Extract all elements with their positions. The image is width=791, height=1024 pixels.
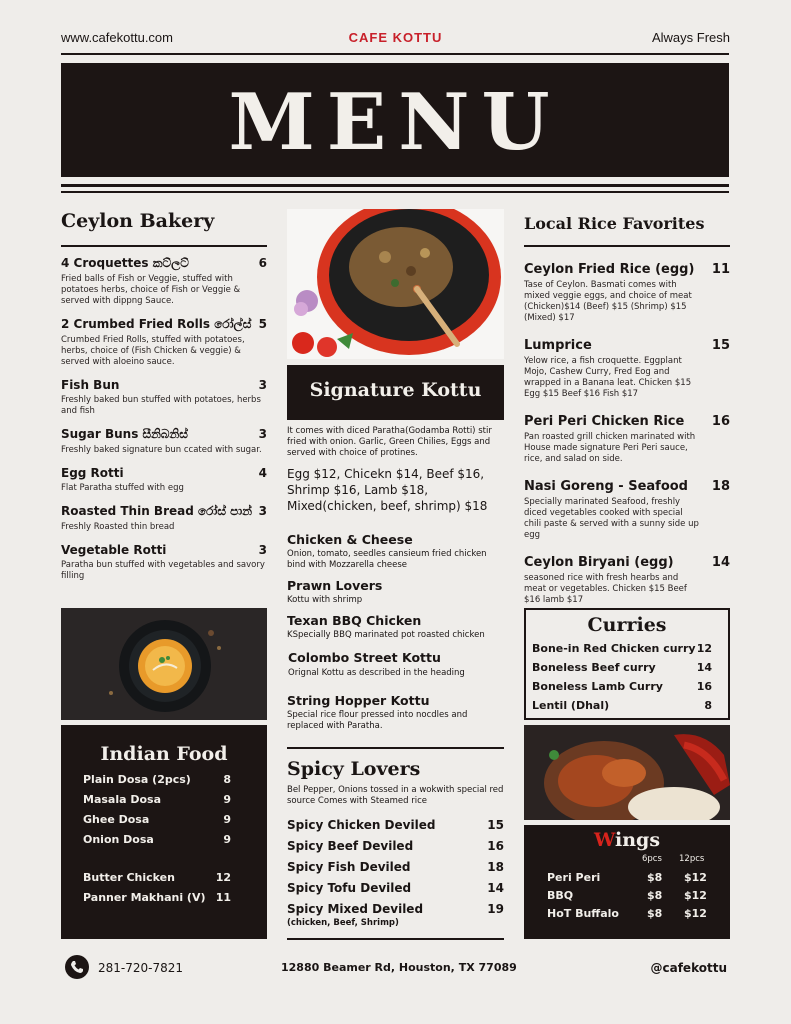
item-desc: Orignal Kottu as described in the heading	[288, 668, 465, 678]
rice-rule	[524, 245, 730, 247]
list-item	[524, 555, 730, 606]
item-desc: seasoned rice with fresh hearbs and meat or vegetables. Chicken $15 Beef $16 lamb $17	[524, 573, 687, 605]
item-price: 9	[223, 813, 231, 826]
item-name: Spicy Chicken Deviled	[287, 818, 436, 832]
wings-panel	[524, 825, 730, 939]
list-item	[83, 871, 231, 884]
list-item	[287, 902, 504, 916]
wings-col-12: 12pcs	[679, 854, 705, 864]
item-price-6: $8	[647, 907, 663, 920]
item-price: 15	[487, 818, 504, 832]
indian-food-heading: Indian Food	[100, 743, 228, 765]
kottu-prices: Egg $12, Chicekn $14, Beef $16, Shrimp $16, Lamb $18, Mixed(chicken, beef, shrimp) $18	[287, 467, 488, 513]
item-price: 18	[711, 479, 730, 494]
soup-bowl-image	[61, 608, 267, 720]
item-name: Prawn Lovers	[287, 578, 383, 593]
item-price: 9	[223, 793, 231, 806]
item-price: 14	[487, 881, 504, 895]
item-name: Lumprice	[524, 338, 592, 353]
list-item	[83, 813, 231, 826]
item-desc: Yelow rice, a fish croquette. Eggplant Mojo, Cashew Curry, Fred Eog and wrapped in a Banana leat. Chicken $15 Egg $15 Beef $16 Fish $17	[524, 356, 692, 399]
indian-food-list	[83, 773, 231, 911]
item-price-12: $12	[684, 871, 707, 884]
list-item	[524, 338, 730, 400]
kottu-photo	[287, 209, 504, 359]
item-price: 5	[258, 317, 267, 331]
list-item	[532, 661, 712, 674]
item-name: Spicy Tofu Deviled	[287, 881, 412, 895]
spicy-rule	[287, 747, 504, 749]
item-price-6: $8	[647, 889, 663, 902]
list-item	[524, 262, 730, 324]
list-item	[83, 773, 231, 786]
list-item	[287, 881, 504, 895]
list-item	[61, 504, 267, 533]
item-name: Spicy Mixed Deviled	[287, 902, 424, 916]
item-price: 9	[223, 833, 231, 846]
item-price: 11	[215, 891, 231, 904]
list-item	[61, 317, 267, 368]
list-item	[524, 414, 730, 465]
item-price-12: $12	[684, 889, 707, 902]
item-name: String Hopper Kottu	[287, 693, 430, 708]
item-price: 19	[487, 902, 504, 916]
item-desc: Pan roasted grill chicken marinated with House made signature Peri Peri sauce, rice, and salad on side.	[524, 432, 696, 464]
item-price: 3	[258, 427, 267, 441]
item-name: Colombo Street Kottu	[288, 650, 441, 665]
item-price: 12	[696, 642, 712, 655]
list-item	[287, 860, 504, 874]
item-name: Roasted Thin Bread රෝස් පාන්	[61, 504, 252, 518]
item-name: Peri Peri Chicken Rice	[524, 414, 685, 429]
item-price: 3	[258, 543, 267, 557]
item-desc: Paratha bun stuffed with vegetables and savory filling	[61, 560, 265, 581]
spicy-bottom-rule	[287, 938, 504, 940]
list-item	[547, 889, 707, 902]
signature-kottu-banner	[287, 365, 504, 420]
list-item	[61, 466, 267, 494]
item-price: 16	[487, 839, 504, 853]
item-name: HoT Buffalo	[547, 907, 619, 920]
website-link[interactable]: www.cafekottu.com	[61, 30, 173, 45]
banner-rule-1	[61, 184, 729, 187]
list-item	[61, 378, 267, 417]
item-name: Boneless Beef curry	[532, 661, 656, 674]
item-desc: KSpecially BBQ marinated pot roasted chicken	[287, 630, 485, 640]
item-name: Spicy Fish Deviled	[287, 860, 411, 874]
item-name: Texan BBQ Chicken	[287, 613, 422, 628]
rice-list	[524, 262, 730, 616]
item-name: Spicy Beef Deviled	[287, 839, 414, 853]
item-price-6: $8	[647, 871, 663, 884]
item-name: Chicken & Cheese	[287, 532, 413, 547]
local-rice-heading: Local Rice Favorites	[524, 214, 705, 233]
spicy-desc: Bel Pepper, Onions tossed in a wokwith special red source Comes with Steamed rice	[287, 785, 504, 806]
item-name: Vegetable Rotti	[61, 543, 167, 557]
item-name: Fish Bun	[61, 378, 120, 392]
social-handle[interactable]: @cafekottu	[650, 961, 727, 975]
phone-number[interactable]: 281-720-7821	[98, 961, 184, 975]
item-price: 14	[696, 661, 712, 674]
item-name: Boneless Lamb Curry	[532, 680, 663, 693]
list-item	[532, 642, 712, 655]
phone-icon	[65, 955, 89, 979]
kottu-intro: It comes with diced Paratha(Godamba Rotti) stir fried with onion. Garlic, Green Chilies, Eggs and served with choice of protines.	[287, 426, 492, 458]
item-desc: Freshly baked bun stuffed with potatoes, herbs and fish	[61, 395, 261, 416]
soup-photo	[61, 608, 267, 720]
list-item	[61, 256, 267, 307]
list-item	[287, 839, 504, 853]
wings-photo	[524, 725, 730, 820]
item-price: 3	[258, 378, 267, 392]
list-item	[61, 543, 267, 582]
item-desc: Fried balls of Fish or Veggie, stuffed with potatoes herbs, choice of Fish or Veggie & served with dippng Sauce.	[61, 274, 241, 306]
item-price: 15	[711, 338, 730, 353]
item-price: 3	[258, 504, 267, 518]
list-item	[83, 833, 231, 846]
item-name: 2 Crumbed Fried Rolls රෝල්ස්	[61, 317, 252, 331]
item-desc: Onion, tomato, seedles cansieum fried chicken bind with Mozzarella cheese	[287, 549, 487, 570]
item-price: 8	[704, 699, 712, 712]
brand-name: CAFE KOTTU	[348, 30, 443, 45]
item-price: 12	[215, 871, 231, 884]
wings-list	[547, 871, 707, 920]
item-price: 16	[711, 414, 730, 429]
address: 12880 Beamer Rd, Houston, TX 77089	[281, 961, 517, 974]
curries-heading: Curries	[587, 614, 667, 636]
item-desc: Special rice flour pressed into nocdles and replaced with Paratha.	[287, 710, 468, 731]
list-item	[532, 699, 712, 712]
item-desc: Kottu with shrimp	[287, 595, 363, 605]
item-name: Ceylon Biryani (egg)	[524, 555, 674, 570]
phone-glyph	[65, 955, 89, 979]
kottu-wok-image	[287, 209, 504, 359]
item-desc: Crumbed Fried Rolls, stuffed with potatoes, herbs, choice of (Fish Chicken & veggie) & served with aloeino sauce.	[61, 335, 245, 367]
spicy-list	[287, 818, 504, 928]
item-desc: Flat Paratha stuffed with egg	[61, 483, 184, 493]
item-name: Nasi Goreng - Seafood	[524, 479, 688, 494]
item-name: Ghee Dosa	[83, 813, 150, 826]
wings-heading-initial: W	[593, 829, 615, 851]
item-desc: Freshly Roasted thin bread	[61, 522, 175, 532]
item-price-12: $12	[684, 907, 707, 920]
curries-panel	[524, 608, 730, 720]
item-price: 14	[711, 555, 730, 570]
item-name: Masala Dosa	[83, 793, 162, 806]
list-item	[532, 680, 712, 693]
list-item	[287, 818, 504, 832]
item-name: BBQ	[547, 889, 574, 902]
bakery-list	[61, 256, 267, 592]
signature-kottu-heading: Signature Kottu	[309, 379, 482, 401]
menu-banner	[61, 63, 729, 177]
item-desc: Specially marinated Seafood, freshly diced vegetables cooked with special chili paste & served with a sunny side up egg	[524, 497, 699, 540]
curries-list	[532, 642, 712, 712]
item-desc: Tase of Ceylon. Basmati comes with mixed veggie eggs, and choice of meat (Chicken)$14 (Beef) $15 (Shrimp) $15 (Mixed) $17	[524, 280, 692, 323]
bakery-rule	[61, 245, 267, 247]
list-item	[547, 907, 707, 920]
wings-col-6: 6pcs	[642, 854, 662, 864]
list-item	[83, 891, 231, 904]
list-item	[547, 871, 707, 884]
item-name: Butter Chicken	[83, 871, 175, 884]
item-name: Peri Peri	[547, 871, 601, 884]
item-name: Sugar Buns සීනිබනිස්	[61, 427, 188, 441]
item-name: Panner Makhani (V)	[83, 891, 206, 904]
banner-rule-2	[61, 191, 729, 193]
list-item	[524, 479, 730, 541]
item-price: 11	[711, 262, 730, 277]
ceylon-bakery-heading: Ceylon Bakery	[61, 210, 215, 232]
item-price: 8	[223, 773, 231, 786]
tagline: Always Fresh	[651, 30, 730, 45]
list-item	[83, 793, 231, 806]
item-price: 16	[696, 680, 712, 693]
item-desc: Freshly baked signature bun ccated with sugar.	[61, 445, 262, 455]
item-name: Plain Dosa (2pcs)	[83, 773, 191, 786]
item-price: 4	[258, 466, 267, 480]
item-price: 6	[258, 256, 267, 270]
wings-heading	[524, 829, 730, 851]
spicy-lovers-heading: Spicy Lovers	[287, 758, 421, 780]
item-name: Lentil (Dhal)	[532, 699, 610, 712]
item-name: 4 Croquettes කට්ලට්	[61, 256, 189, 270]
item-name: Egg Rotti	[61, 466, 124, 480]
spicy-note: (chicken, Beef, Shrimp)	[287, 918, 399, 928]
list-item	[61, 427, 267, 456]
item-name: Onion Dosa	[83, 833, 154, 846]
wings-heading-rest: ings	[615, 829, 661, 851]
menu-title: MENU	[228, 77, 562, 168]
top-rule	[61, 53, 729, 55]
item-name: Bone-in Red Chicken curry	[532, 642, 696, 655]
chicken-curry-image	[524, 725, 730, 820]
indian-food-panel	[61, 725, 267, 939]
item-name: Ceylon Fried Rice (egg)	[524, 262, 695, 277]
item-price: 18	[487, 860, 504, 874]
